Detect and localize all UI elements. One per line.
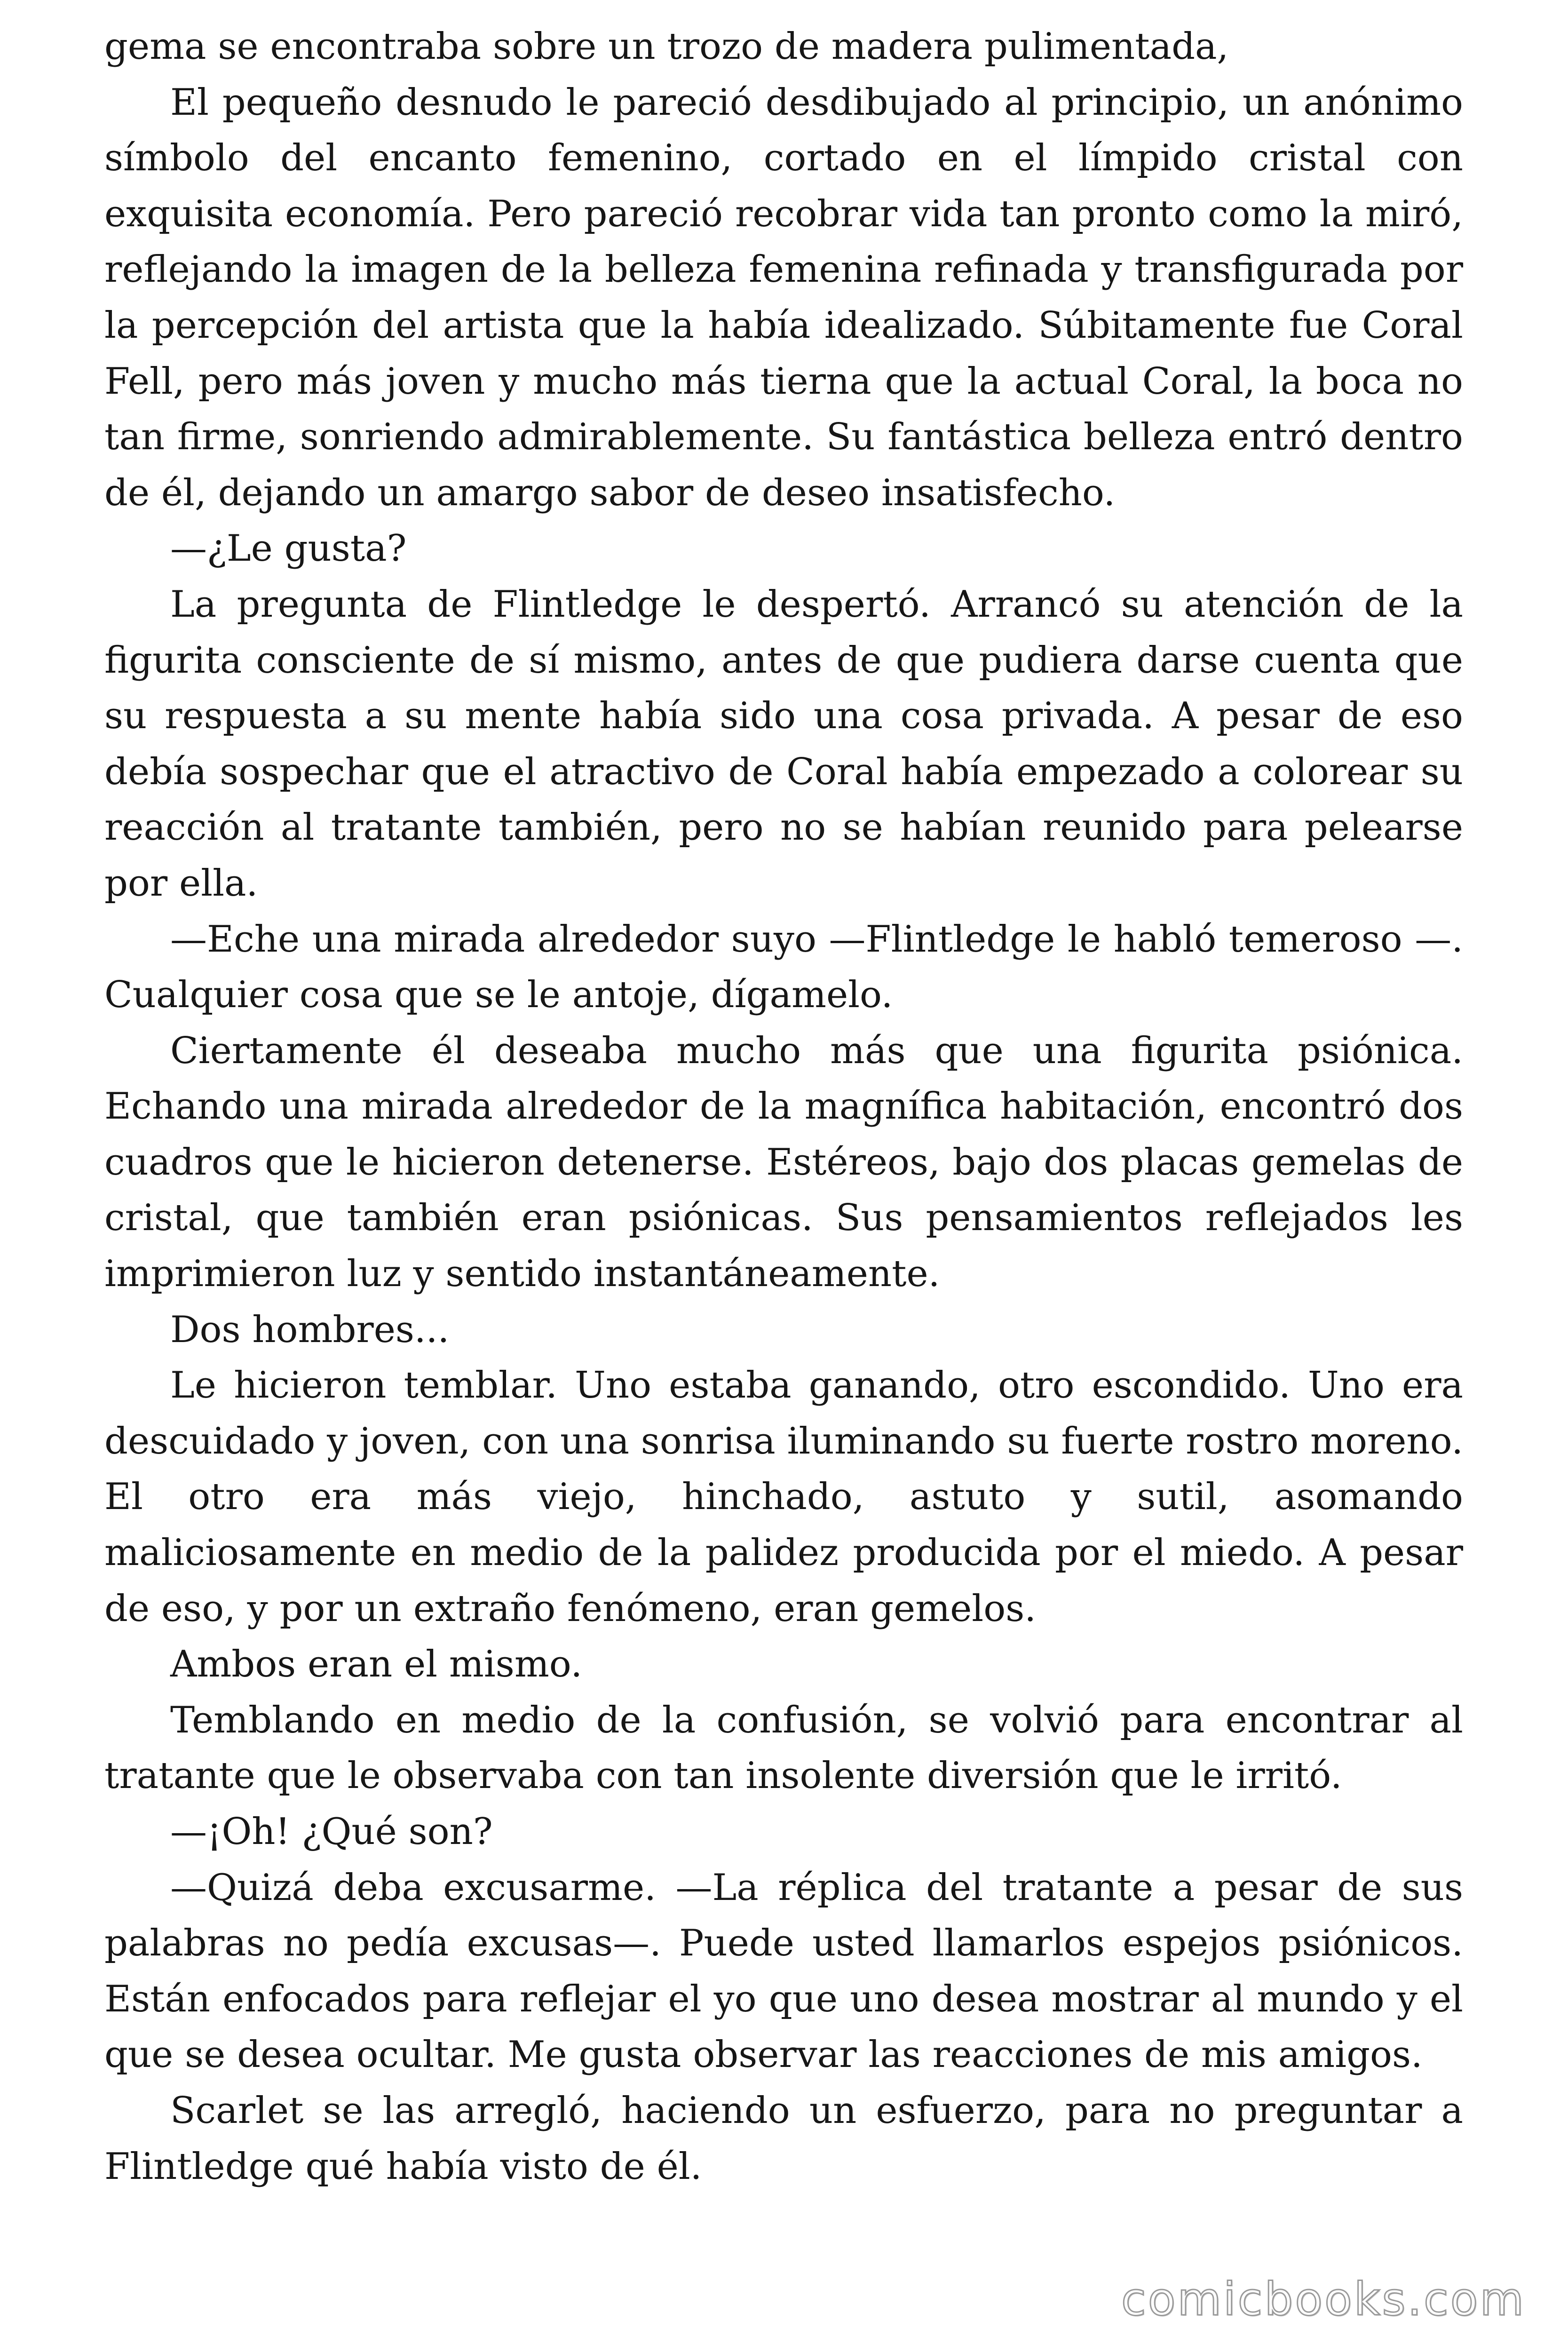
paragraph: Le hicieron temblar. Uno estaba ganando, otro escondido. Uno era descuidado y joven, con una sonrisa iluminando su fuerte rostro moreno. El otro era más viejo, hinchado, astuto y sutil, asomando maliciosamente en medio de la palidez producida por el miedo. A pesar de eso, y por un extraño fenómeno, eran gemelos.: [104, 1364, 1463, 1630]
paragraph: Dos hombres...: [170, 1308, 450, 1351]
paragraph: Ciertamente él deseaba mucho más que una figurita psiónica. Echando una mirada alrededor de la magnífica habitación, encontró dos cuadros que le hicieron detenerse. Estéreos, bajo dos placas gemelas de cristal, que también eran psiónicas. Sus pensamientos reflejados les imprimieron luz y sentido instantáneamente.: [104, 1029, 1463, 1295]
paragraph: —Quizá deba excusarme. —La réplica del tratante a pesar de sus palabras no pedía excusas—. Puede usted llamarlos espejos psiónicos. Están enfocados para reflejar el yo que uno desea mostrar al mundo y el que se desea ocultar. Me gusta observar las reacciones de mis amigos.: [104, 1866, 1463, 2076]
paragraph: Scarlet se las arregló, haciendo un esfuerzo, para no preguntar a Flintledge qué había visto de él.: [104, 2089, 1463, 2188]
paragraph: La pregunta de Flintledge le despertó. Arrancó su atención de la figurita consciente de sí mismo, antes de que pudiera darse cuenta que su respuesta a su mente había sido una cosa privada. A pesar de eso debía sospechar que el atractivo de Coral había empezado a colorear su reacción al tratante también, pero no se habían reunido para pelearse por ella.: [104, 583, 1463, 905]
paragraph: —¿Le gusta?: [170, 527, 407, 570]
paragraph: —¡Oh! ¿Qué son?: [170, 1811, 493, 1853]
paragraph: —Eche una mirada alrededor suyo —Flintledge le habló temeroso —. Cualquier cosa que se le antoje, dígamelo.: [104, 918, 1463, 1017]
paragraph: gema se encontraba sobre un trozo de madera pulimentada,: [104, 25, 1229, 68]
watermark: comicbooks.com: [1121, 2273, 1526, 2326]
page-body-text: [104, 19, 1463, 2194]
paragraph: Ambos eran el mismo.: [170, 1643, 583, 1686]
paragraph: Temblando en medio de la confusión, se volvió para encontrar al tratante que le observaba con tan insolente diversión que le irritó.: [104, 1699, 1463, 1797]
paragraph: El pequeño desnudo le pareció desdibujado al principio, un anónimo símbolo del encanto femenino, cortado en el límpido cristal con exquisita economía. Pero pareció recobrar vida tan pronto como la miró, reflejando la imagen de la belleza femenina refinada y transfigurada por la percepción del artista que la había idealizado. Súbitamente fue Coral Fell, pero más joven y mucho más tierna que la actual Coral, la boca no tan firme, sonriendo admirablemente. Su fantástica belleza entró dentro de él, dejando un amargo sabor de deseo insatisfecho.: [104, 81, 1463, 514]
